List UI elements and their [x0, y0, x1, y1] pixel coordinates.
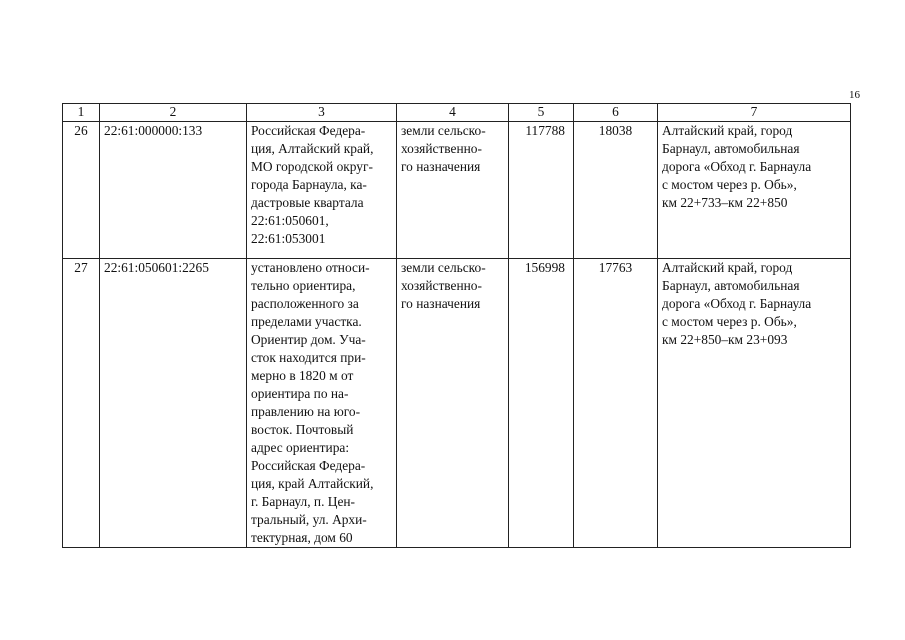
row-number: 27	[63, 259, 100, 548]
object-line: с мостом через р. Обь»,	[662, 177, 797, 192]
header-row	[63, 104, 851, 122]
object-line: Барнаул, автомобильная	[662, 141, 800, 156]
area-part-value: 18038	[574, 122, 658, 259]
category-line: земли сельско-	[401, 260, 486, 275]
header-cell-4: 4	[397, 104, 509, 122]
object-line: дорога «Обход г. Барнаула	[662, 159, 812, 174]
location-line: ция, край Алтайский,	[251, 476, 374, 491]
land-category	[397, 122, 509, 259]
location-line: Ориентир дом. Уча-	[251, 332, 366, 347]
location-line: расположенного за	[251, 296, 359, 311]
location-line: МО городской округ-	[251, 159, 373, 174]
category-line: хозяйственно-	[401, 141, 482, 156]
header-cell-7: 7	[658, 104, 851, 122]
location-line: тральный, ул. Архи-	[251, 512, 367, 527]
header-cell-1: 1	[63, 104, 100, 122]
location-line: пределами участка.	[251, 314, 362, 329]
location-line: восток. Почтовый	[251, 422, 354, 437]
category-line: хозяйственно-	[401, 278, 482, 293]
page-number: 16	[849, 89, 860, 101]
header-cell-2: 2	[100, 104, 247, 122]
category-line: го назначения	[401, 296, 481, 311]
location-line: правлению на юго-	[251, 404, 361, 419]
area-value: 156998	[509, 259, 574, 548]
location-line: г. Барнаул, п. Цен-	[251, 494, 356, 509]
location-description	[247, 122, 397, 259]
header-cell-3: 3	[247, 104, 397, 122]
area-part-value: 17763	[574, 259, 658, 548]
location-line: Российская Федера-	[251, 458, 366, 473]
table-row	[63, 259, 851, 548]
object-line: с мостом через р. Обь»,	[662, 314, 797, 329]
location-line: Российская Федера-	[251, 123, 366, 138]
object-line: дорога «Обход г. Барнаула	[662, 296, 812, 311]
row-number: 26	[63, 122, 100, 259]
location-line: 22:61:053001	[251, 231, 326, 246]
header-cell-5: 5	[509, 104, 574, 122]
location-line: установлено относи-	[251, 260, 370, 275]
location-line: тельно ориентира,	[251, 278, 356, 293]
table-row	[63, 122, 851, 259]
location-line: мерно в 1820 м от	[251, 368, 354, 383]
location-line: сток находится при-	[251, 350, 366, 365]
object-line: Алтайский край, город	[662, 260, 793, 275]
area-value: 117788	[509, 122, 574, 259]
location-line: 22:61:050601,	[251, 213, 329, 228]
land-plots-table	[62, 103, 851, 548]
location-line: тектурная, дом 60	[251, 530, 353, 545]
object-description	[658, 259, 851, 548]
location-line: города Барнаула, ка-	[251, 177, 367, 192]
object-line: Барнаул, автомобильная	[662, 278, 800, 293]
location-line: ориентира по на-	[251, 386, 349, 401]
location-line: дастровые квартала	[251, 195, 364, 210]
object-line: км 22+733–км 22+850	[662, 195, 788, 210]
header-cell-6: 6	[574, 104, 658, 122]
location-line: ция, Алтайский край,	[251, 141, 374, 156]
object-line: км 22+850–км 23+093	[662, 332, 788, 347]
location-description	[247, 259, 397, 548]
object-line: Алтайский край, город	[662, 123, 793, 138]
category-line: земли сельско-	[401, 123, 486, 138]
cadastral-number: 22:61:000000:133	[100, 122, 247, 259]
cadastral-number: 22:61:050601:2265	[100, 259, 247, 548]
land-category	[397, 259, 509, 548]
location-line: адрес ориентира:	[251, 440, 350, 455]
object-description	[658, 122, 851, 259]
category-line: го назначения	[401, 159, 481, 174]
